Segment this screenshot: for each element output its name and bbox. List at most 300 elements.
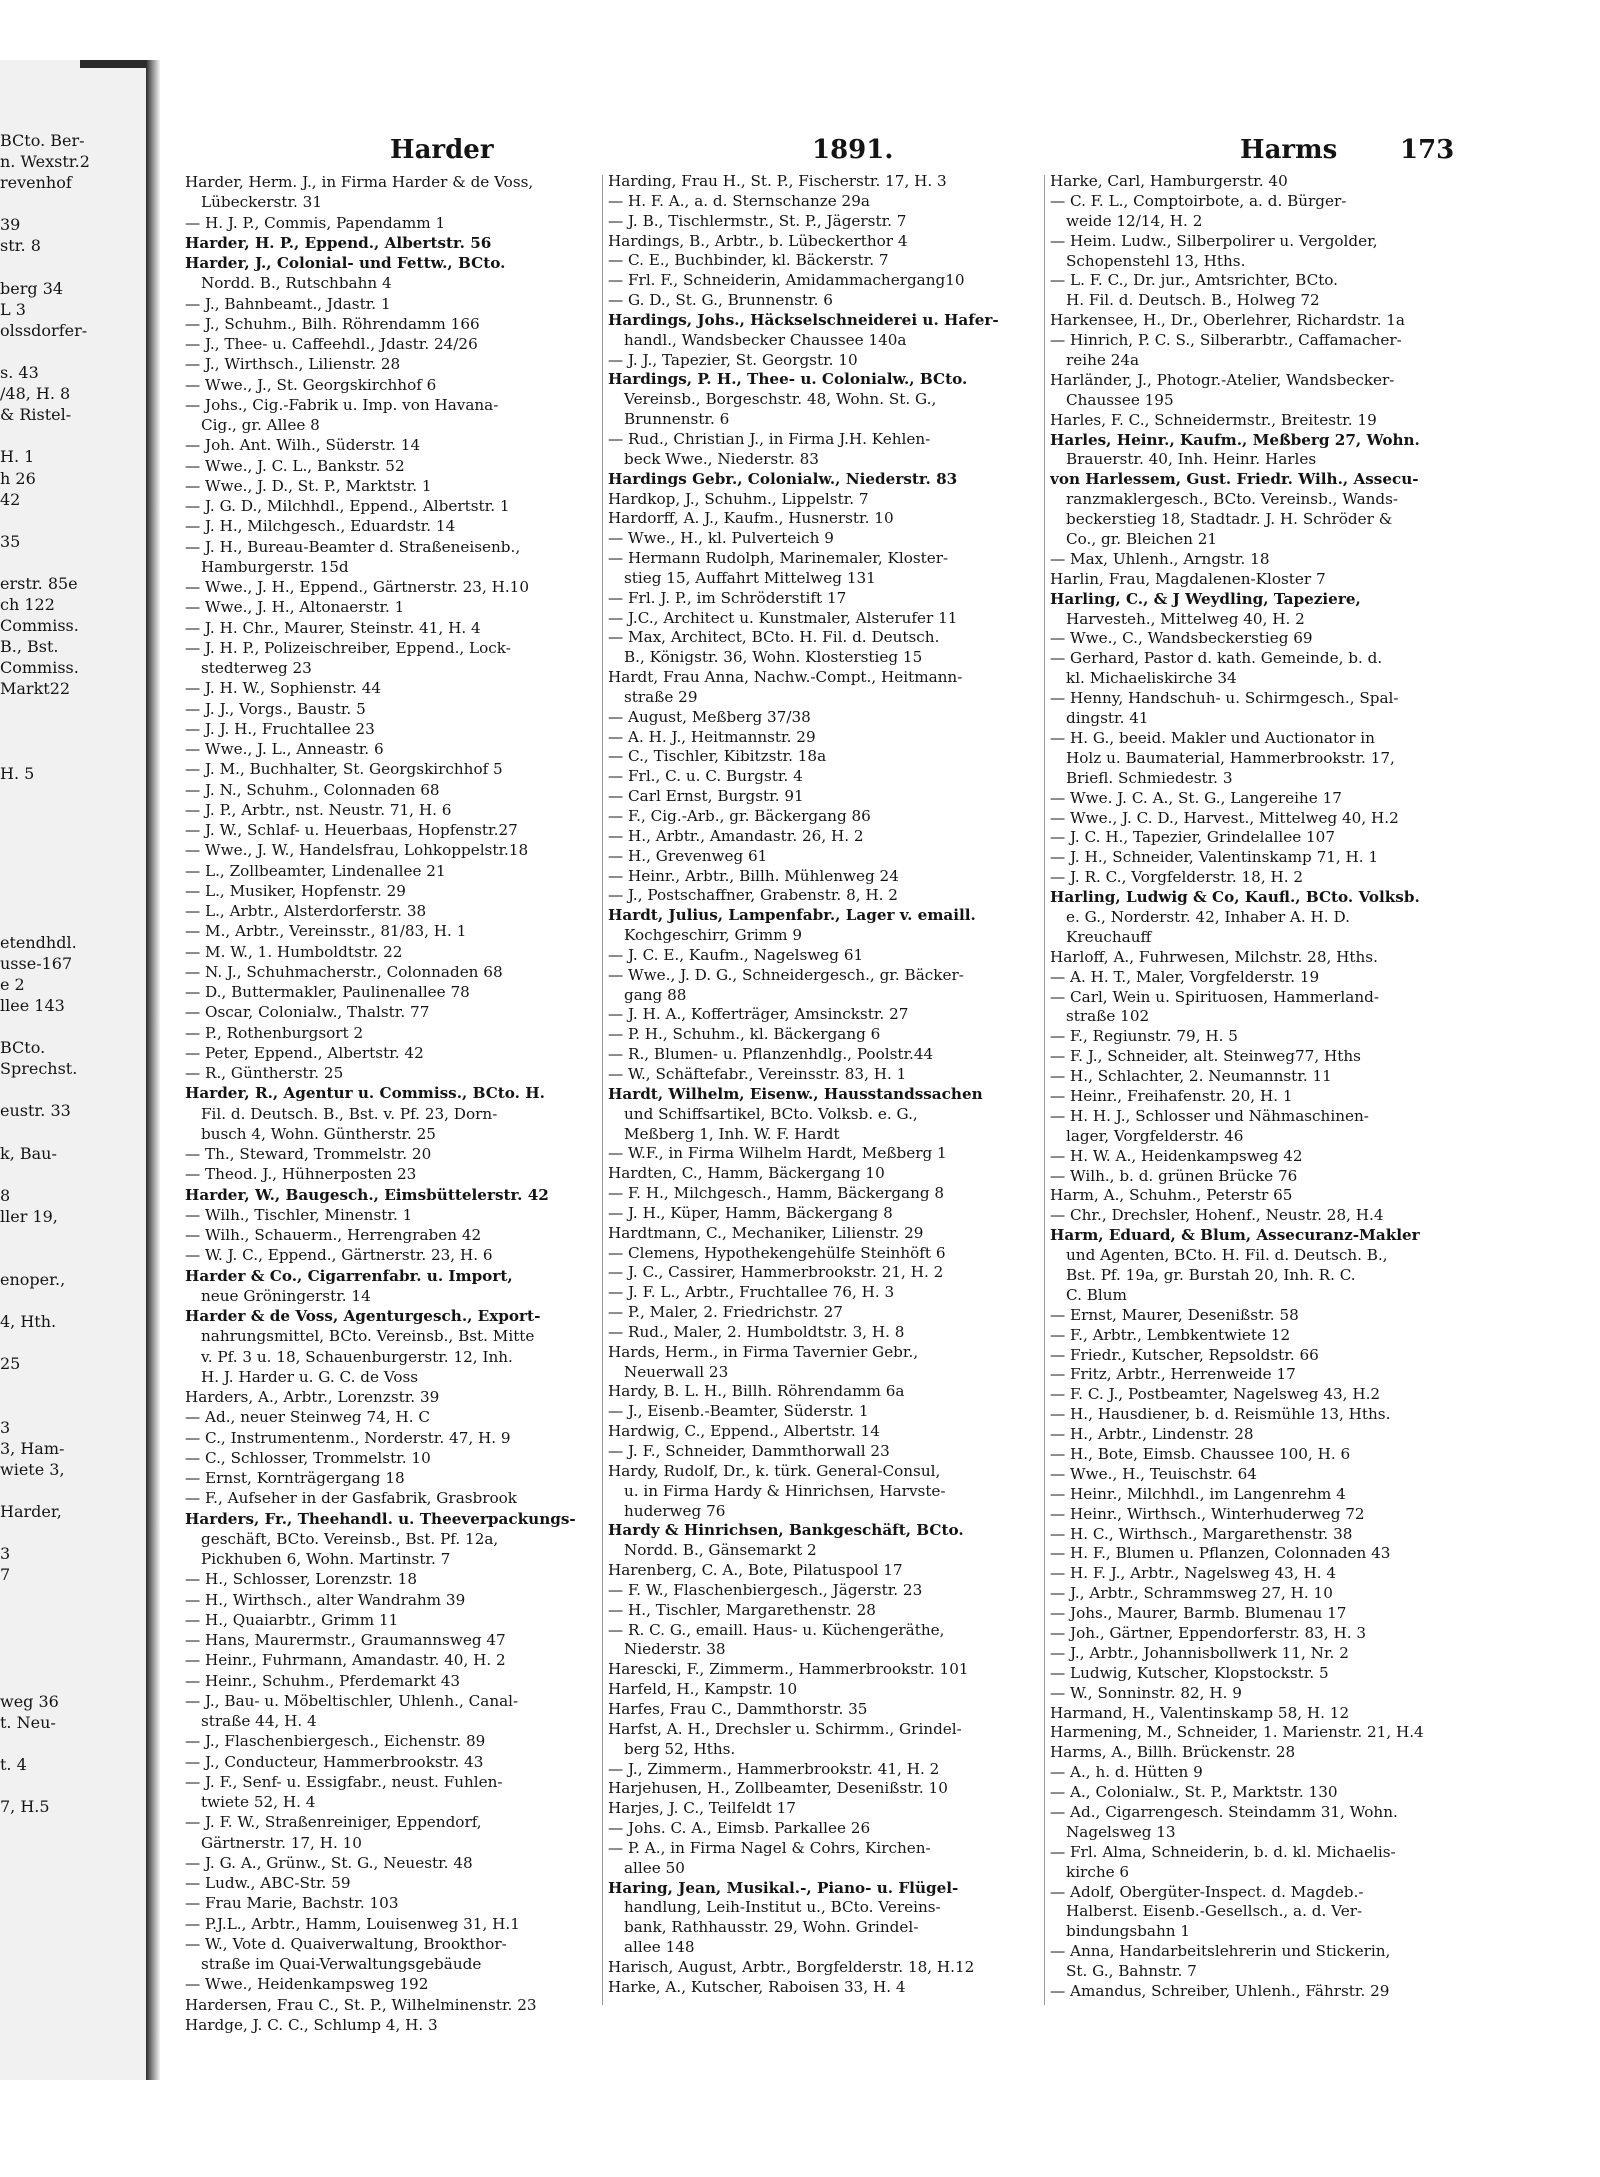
prev-fragment: [0, 193, 146, 214]
directory-entry-line: Harm, Eduard, & Blum, Assecuranz-Makler: [1050, 1226, 1420, 1245]
prev-fragment: [0, 1079, 146, 1100]
prev-fragment: [0, 1332, 146, 1353]
directory-entry-line: Harkensee, H., Dr., Oberlehrer, Richardstr. 1a: [1050, 311, 1405, 330]
directory-entry-line: — W., Vote d. Quaiverwaltung, Brookthor-: [185, 1934, 507, 1953]
directory-entry-line: Brunnenstr. 6: [624, 410, 730, 429]
prev-fragment: [0, 868, 146, 889]
directory-entry-line: Holz u. Baumaterial, Hammerbrookstr. 17,: [1066, 748, 1395, 767]
prev-fragment: [0, 700, 146, 721]
prev-fragment: enoper.,: [0, 1270, 66, 1290]
directory-entry-line: Neuerwall 23: [624, 1362, 729, 1381]
directory-entry-line: — H. F., Blumen u. Pflanzen, Colonnaden 43: [1050, 1544, 1391, 1563]
directory-entry-line: Harder & Co., Cigarrenfabr. u. Import,: [185, 1266, 513, 1285]
directory-entry-line: — H., Wirthsch., alter Wandrahm 39: [185, 1590, 466, 1609]
prev-fragment: t. Neu-: [0, 1713, 56, 1733]
directory-entry-line: Harvesteh., Mittelweg 40, H. 2: [1066, 609, 1305, 628]
prev-fragment: 3, Ham-: [0, 1438, 65, 1458]
directory-entry-line: straße 102: [1066, 1007, 1150, 1026]
directory-entry-line: Chaussee 195: [1066, 390, 1174, 409]
directory-entry-line: — H., Schlosser, Lorenzstr. 18: [185, 1570, 417, 1589]
prev-fragment: [0, 1480, 146, 1501]
prev-fragment: BCto. Ber-: [0, 131, 85, 150]
book-gutter-shadow: [146, 60, 160, 2080]
directory-entry-line: Harling, Ludwig & Co, Kaufl., BCto. Volksb.: [1050, 888, 1420, 907]
directory-entry-line: Harder, H. P., Eppend., Albertstr. 56: [185, 233, 492, 252]
directory-entry-line: — Ad., Cigarrengesch. Steindamm 31, Wohn.: [1050, 1803, 1398, 1822]
directory-entry-line: — H. G., beeid. Makler und Auctionator in: [1050, 728, 1375, 747]
directory-entry-line: — J., Arbtr., Johannisbollwerk 11, Nr. 2: [1050, 1643, 1349, 1662]
prev-fragment: B., Bst.: [0, 637, 59, 657]
directory-entry-line: — C., Instrumentenm., Norderstr. 47, H. 9: [185, 1428, 511, 1447]
directory-entry-line: — J. H. W., Sophienstr. 44: [185, 679, 382, 698]
directory-entry-line: — C. E., Buchbinder, kl. Bäckerstr. 7: [608, 251, 889, 270]
directory-entry-line: busch 4, Wohn. Güntherstr. 25: [201, 1124, 436, 1143]
prev-fragment: [0, 1775, 146, 1796]
prev-fragment: [0, 1628, 146, 1649]
directory-entry-line: Harles, Heinr., Kaufm., Meßberg 27, Wohn.: [1050, 430, 1420, 449]
directory-entry-line: — F. C. J., Postbeamter, Nagelsweg 43, H.2: [1050, 1385, 1381, 1404]
directory-entry-line: — H., Hausdiener, b. d. Reismühle 13, Hths.: [1050, 1405, 1391, 1424]
directory-entry-line: stieg 15, Auffahrt Mittelweg 131: [624, 568, 876, 587]
directory-entry-line: — Wilh., b. d. grünen Brücke 76: [1050, 1166, 1298, 1185]
prev-fragment: [0, 1670, 146, 1691]
directory-entry-line: — J. J. H., Fruchtallee 23: [185, 719, 375, 738]
directory-entry-line: — R. C. G., emaill. Haus- u. Küchengeräthe,: [608, 1620, 945, 1639]
directory-entry-line: — Carl, Wein u. Spirituosen, Hammerland-: [1050, 987, 1379, 1006]
directory-entry-line: Harlin, Frau, Magdalenen-Kloster 7: [1050, 569, 1326, 588]
directory-entry-line: Harder, Herm. J., in Firma Harder & de Voss,: [185, 173, 534, 191]
prev-fragment: [0, 1016, 146, 1037]
directory-entry-line: Hards, Herm., in Firma Tavernier Gebr.,: [608, 1342, 919, 1361]
prev-fragment: e 2: [0, 974, 25, 994]
prev-fragment: usse-167: [0, 953, 73, 973]
directory-entry-line: — R., Güntherstr. 25: [185, 1064, 344, 1082]
directory-entry-line: — Heim. Ludw., Silberpolirer u. Vergolder,: [1050, 231, 1378, 250]
directory-entry-line: — Wwe., J. C. D., Harvest., Mittelweg 40, H.2: [1050, 808, 1399, 827]
prev-fragment: [0, 257, 146, 278]
running-head-year: 1891.: [812, 135, 894, 165]
directory-entry-line: beckerstieg 18, Stadtadr. J. H. Schröder &: [1066, 510, 1393, 529]
directory-entry-line: Hardy, Rudolf, Dr., k. türk. General-Consul,: [608, 1461, 941, 1480]
directory-entry-line: Co., gr. Bleichen 21: [1066, 530, 1218, 549]
directory-entry-line: — Chr., Drechsler, Hohenf., Neustr. 28, H.4: [1050, 1206, 1384, 1225]
directory-entry-line: ranzmaklergesch., BCto. Vereinsb., Wands-: [1066, 490, 1399, 509]
directory-entry-line: — Wwe., J. D. G., Schneidergesch., gr. Bäcker-: [608, 965, 964, 984]
prev-fragment: berg 34: [0, 278, 64, 298]
directory-entry-line: — H., Arbtr., Lindenstr. 28: [1050, 1425, 1254, 1444]
directory-entry-line: — M., Arbtr., Vereinsstr., 81/83, H. 1: [185, 922, 467, 941]
directory-entry-line: Hardings, B., Arbtr., b. Lübeckerthor 4: [608, 231, 908, 250]
prev-fragment: Harder,: [0, 1502, 62, 1522]
directory-entry-line: — F., Aufseher in der Gasfabrik, Grasbrook: [185, 1489, 518, 1508]
directory-entry-line: kl. Michaeliskirche 34: [1066, 669, 1237, 688]
directory-entry-line: Hamburgerstr. 15d: [201, 557, 349, 576]
directory-entry-line: Hardt, Frau Anna, Nachw.-Compt., Heitmann-: [608, 668, 963, 687]
directory-entry-line: Harfes, Frau C., Dammthorstr. 35: [608, 1699, 868, 1718]
prev-fragment: [0, 721, 146, 742]
prev-fragment: Commiss.: [0, 658, 79, 678]
prev-fragment: [0, 1585, 146, 1606]
directory-entry-line: — F. H., Milchgesch., Hamm, Bäckergang 8: [608, 1184, 945, 1203]
directory-entry-line: v. Pf. 3 u. 18, Schauenburgerstr. 12, Inh.: [201, 1347, 513, 1366]
directory-entry-line: — C., Schlosser, Trommelstr. 10: [185, 1448, 431, 1467]
directory-entry-line: — J., Flaschenbiergesch., Eichenstr. 89: [185, 1732, 486, 1751]
directory-entry-line: — W.F., in Firma Wilhelm Hardt, Meßberg 1: [608, 1144, 947, 1163]
directory-entry-line: — Hans, Maurermstr., Graumannsweg 47: [185, 1631, 506, 1649]
running-head-right: Harms: [1240, 135, 1338, 165]
directory-entry-line: von Harlessem, Gust. Friedr. Wilh., Assecu-: [1050, 470, 1419, 489]
directory-entry-line: Brauerstr. 40, Inh. Heinr. Harles: [1066, 450, 1317, 469]
prev-fragment: H. 5: [0, 763, 35, 783]
directory-entry-line: — L., Zollbeamter, Lindenallee 21: [185, 861, 446, 880]
prev-fragment: s. 43: [0, 363, 39, 383]
directory-entry-line: — J. H., Schneider, Valentinskamp 71, H. 1: [1050, 848, 1379, 867]
directory-entry-line: H. J. Harder u. G. C. de Voss: [201, 1367, 419, 1386]
prev-fragment: k, Bau-: [0, 1143, 57, 1163]
directory-entry-line: Hardt, Wilhelm, Eisenw., Hausstandssachen: [608, 1084, 983, 1103]
directory-entry-line: — J., Eisenb.-Beamter, Süderstr. 1: [608, 1402, 869, 1421]
directory-entry-line: Hardtmann, C., Mechaniker, Lilienstr. 29: [608, 1223, 924, 1242]
directory-entry-line: — Max, Uhlenh., Arngstr. 18: [1050, 549, 1270, 568]
directory-entry-line: weide 12/14, H. 2: [1066, 211, 1203, 230]
directory-entry-line: — Heinr., Fuhrmann, Amandastr. 40, H. 2: [185, 1651, 506, 1670]
directory-entry-line: — F. J., Schneider, alt. Steinweg77, Hths: [1050, 1047, 1361, 1066]
directory-entry-line: — Joh. Ant. Wilh., Süderstr. 14: [185, 436, 421, 455]
directory-entry-line: Hardy & Hinrichsen, Bankgeschäft, BCto.: [608, 1521, 964, 1540]
prev-fragment: [0, 1649, 146, 1670]
directory-entry-line: berg 52, Hths.: [624, 1739, 736, 1758]
directory-entry-line: Harder, W., Baugesch., Eimsbüttelerstr. 42: [185, 1185, 549, 1204]
prev-fragment: /48, H. 8: [0, 384, 71, 404]
directory-entry-line: — Heinr., Schuhm., Pferdemarkt 43: [185, 1671, 461, 1690]
directory-entry-line: twiete 52, H. 4: [201, 1793, 316, 1811]
directory-entry-line: Harescki, F., Zimmerm., Hammerbrookstr. 101: [608, 1660, 969, 1679]
directory-entry-line: — Clemens, Hypothekengehülfe Steinhöft 6: [608, 1243, 946, 1262]
directory-column-1: [185, 172, 603, 2035]
directory-entry-line: — Ernst, Kornträgergang 18: [185, 1469, 405, 1487]
prev-fragment: [0, 1375, 146, 1396]
directory-entry-line: Nagelsweg 13: [1066, 1822, 1176, 1841]
directory-entry-line: — Ludwig, Kutscher, Klopstockstr. 5: [1050, 1663, 1329, 1682]
prev-fragment: 7, H.5: [0, 1797, 50, 1817]
directory-entry-line: straße 44, H. 4: [201, 1712, 317, 1730]
directory-entry-line: — Frl. F., Schneiderin, Amidammachergang10: [608, 271, 965, 290]
directory-entry-line: — W., Schäftefabr., Vereinsstr. 83, H. 1: [608, 1064, 907, 1083]
directory-entry-line: Harke, Carl, Hamburgerstr. 40: [1050, 172, 1288, 190]
directory-entry-line: St. G., Bahnstr. 7: [1066, 1962, 1197, 1981]
directory-entry-line: Harenberg, C. A., Bote, Pilatuspool 17: [608, 1561, 903, 1580]
directory-entry-line: — L. F. C., Dr. jur., Amtsrichter, BCto.: [1050, 271, 1339, 290]
prev-fragment: llee 143: [0, 995, 65, 1015]
directory-entry-line: — C. F. L., Comptoirbote, a. d. Bürger-: [1050, 191, 1347, 210]
prev-fragment: [0, 1290, 146, 1311]
directory-entry-line: H. Fil. d. Deutsch. B., Holweg 72: [1066, 291, 1320, 310]
directory-entry-line: Harmening, M., Schneider, 1. Marienstr. 21, H.4: [1050, 1723, 1424, 1742]
directory-entry-line: — J. P., Arbtr., nst. Neustr. 71, H. 6: [185, 800, 452, 819]
directory-entry-line: — J. H., Küper, Hamm, Bäckergang 8: [608, 1203, 893, 1222]
directory-entry-line: Lübeckerstr. 31: [201, 193, 323, 212]
directory-entry-line: — Ludw., ABC-Str. 59: [185, 1874, 351, 1892]
directory-entry-line: — M. W., 1. Humboldtstr. 22: [185, 942, 403, 961]
directory-entry-line: — Wilh., Schauerm., Herrengraben 42: [185, 1226, 482, 1244]
directory-entry-line: — August, Meßberg 37/38: [608, 707, 811, 726]
running-head-left: Harder: [390, 135, 494, 165]
prev-fragment: [0, 910, 146, 931]
directory-entry-line: — J., Zimmerm., Hammerbrookstr. 41, H. 2: [608, 1759, 940, 1778]
directory-entry-line: — P. H., Schuhm., kl. Bäckergang 6: [608, 1025, 881, 1044]
directory-entry-line: bindungsbahn 1: [1066, 1922, 1190, 1941]
prev-fragment: weg 36: [0, 1691, 59, 1711]
directory-column-2: [608, 172, 1038, 1998]
prev-fragment: olssdorfer-: [0, 320, 88, 340]
prev-fragment: 7: [0, 1565, 11, 1585]
directory-entry-line: huderweg 76: [624, 1501, 726, 1520]
directory-entry-line: — J., Conducteur, Hammerbrookstr. 43: [185, 1752, 484, 1771]
directory-entry-line: — Frl. J. P., im Schröderstift 17: [608, 588, 847, 607]
prev-fragment: BCto.: [0, 1038, 46, 1058]
directory-entry-line: — A., h. d. Hütten 9: [1050, 1763, 1203, 1782]
directory-entry-line: Harländer, J., Photogr.-Atelier, Wandsbecker-: [1050, 370, 1395, 389]
directory-entry-line: — Frl. Alma, Schneiderin, b. d. kl. Michaelis-: [1050, 1842, 1396, 1861]
prev-fragment: etendhdl.: [0, 932, 77, 952]
directory-entry-line: — Adolf, Obergüter-Inspect. d. Magdeb.-: [1050, 1882, 1364, 1901]
directory-entry-line: — Th., Steward, Trommelstr. 20: [185, 1145, 432, 1163]
directory-entry-line: — J., Bau- u. Möbeltischler, Uhlenh., Canal-: [185, 1691, 519, 1710]
directory-entry-line: nahrungsmittel, BCto. Vereinsb., Bst. Mitte: [201, 1327, 535, 1346]
directory-entry-line: — C., Tischler, Kibitzstr. 18a: [608, 747, 827, 766]
directory-entry-line: — Carl Ernst, Burgstr. 91: [608, 787, 804, 806]
directory-entry-line: Hardings, Johs., Häckselschneiderei u. Hafer-: [608, 310, 999, 329]
directory-entry-line: — Anna, Handarbeitslehrerin und Stickerin,: [1050, 1942, 1391, 1961]
directory-entry-line: — J. H. A., Kofferträger, Amsinckstr. 27: [608, 1005, 909, 1024]
directory-entry-line: — J. F. L., Arbtr., Fruchtallee 76, H. 3: [608, 1283, 895, 1302]
directory-entry-line: — J. F., Schneider, Dammthorwall 23: [608, 1442, 890, 1460]
column-rule-2: [1044, 175, 1045, 2005]
directory-entry-line: Harles, F. C., Schneidermstr., Breitestr. 19: [1050, 410, 1377, 429]
prev-fragment: 4, Hth.: [0, 1312, 57, 1332]
directory-entry-line: — J. H., Bureau-Beamter d. Straßeneisenb.,: [185, 537, 521, 556]
directory-column-3: [1050, 172, 1490, 2002]
directory-entry-line: — Heinr., Arbtr., Billh. Mühlenweg 24: [608, 866, 899, 885]
directory-entry-line: lager, Vorgfelderstr. 46: [1066, 1126, 1244, 1145]
directory-entry-line: — H. F. J., Arbtr., Nagelsweg 43, H. 4: [1050, 1564, 1337, 1583]
directory-entry-line: allee 50: [624, 1858, 685, 1877]
prev-fragment: 8: [0, 1185, 11, 1205]
directory-entry-line: — J. W., Schlaf- u. Heuerbaas, Hopfenstr.27: [185, 821, 518, 839]
directory-entry-line: — H., Bote, Eimsb. Chaussee 100, H. 6: [1050, 1445, 1351, 1463]
directory-entry-line: — Joh., Gärtner, Eppendorferstr. 83, H. 3: [1050, 1624, 1367, 1643]
directory-entry-line: neue Gröningerstr. 14: [201, 1286, 371, 1305]
directory-entry-line: Halberst. Eisenb.-Gesellsch., a. d. Ver-: [1066, 1902, 1363, 1921]
directory-entry-line: u. in Firma Hardy & Hinrichsen, Harvste-: [624, 1481, 946, 1500]
directory-entry-line: kirche 6: [1066, 1862, 1130, 1881]
directory-entry-line: — H., Quaiarbtr., Grimm 11: [185, 1610, 399, 1629]
directory-entry-line: — J., Postschaffner, Grabenstr. 8, H. 2: [608, 886, 898, 905]
directory-entry-line: — Johs., Cig.-Fabrik u. Imp. von Havana-: [185, 395, 499, 414]
directory-entry-line: — Wwe. J. C. A., St. G., Langereihe 17: [1050, 788, 1342, 807]
directory-entry-line: Bst. Pf. 19a, gr. Burstah 20, Inh. R. C.: [1066, 1265, 1356, 1284]
directory-entry-line: — P., Rothenburgsort 2: [185, 1023, 364, 1042]
prev-fragment: 3: [0, 1544, 11, 1564]
directory-entry-line: — Theod. J., Hühnerposten 23: [185, 1165, 417, 1184]
directory-entry-line: — H. W. A., Heidenkampsweg 42: [1050, 1146, 1303, 1165]
prev-fragment: [0, 1164, 146, 1185]
directory-entry-line: — Hermann Rudolph, Marinemaler, Kloster-: [608, 549, 949, 568]
directory-entry-line: handlung, Leih-Institut u., BCto. Vereins-: [624, 1898, 941, 1917]
prev-fragment: t. 4: [0, 1755, 27, 1775]
directory-entry-line: — J. N., Schuhm., Colonnaden 68: [185, 780, 440, 799]
directory-entry-line: — Henny, Handschuh- u. Schirmgesch., Spal-: [1050, 689, 1399, 708]
directory-entry-line: — F., Cig.-Arb., gr. Bäckergang 86: [608, 807, 871, 825]
directory-entry-line: Fil. d. Deutsch. B., Bst. v. Pf. 23, Dorn-: [201, 1104, 498, 1123]
directory-entry-line: — Amandus, Schreiber, Uhlenh., Fährstr. 29: [1050, 1982, 1390, 2001]
directory-entry-line: — H. C., Wirthsch., Margarethenstr. 38: [1050, 1524, 1353, 1543]
directory-entry-line: — J., Bahnbeamt., Jdastr. 1: [185, 294, 391, 313]
directory-entry-line: stedterweg 23: [201, 659, 312, 677]
directory-entry-line: — Wwe., J. W., Handelsfrau, Lohkoppelstr.18: [185, 841, 529, 860]
directory-entry-line: — Max, Architect, BCto. H. Fil. d. Deutsch.: [608, 628, 940, 647]
directory-entry-line: Hardge, J. C. C., Schlump 4, H. 3: [185, 2015, 438, 2034]
directory-entry-line: Hardten, C., Hamm, Bäckergang 10: [608, 1164, 885, 1183]
directory-entry-line: — L., Musiker, Hopfenstr. 29: [185, 881, 406, 900]
directory-entry-line: Harjehusen, H., Zollbeamter, Desenißstr. 10: [608, 1779, 948, 1798]
directory-entry-line: — Johs., Maurer, Barmb. Blumenau 17: [1050, 1604, 1347, 1623]
prev-fragment: [0, 1607, 146, 1628]
directory-entry-line: Hardkop, J., Schuhm., Lippelstr. 7: [608, 489, 869, 508]
directory-entry-line: Niederstr. 38: [624, 1640, 726, 1659]
directory-entry-line: — Wwe., J. L., Anneastr. 6: [185, 740, 384, 758]
directory-entry-line: — H., Arbtr., Amandastr. 26, H. 2: [608, 826, 864, 845]
directory-entry-line: Haring, Jean, Musikal.-, Piano- u. Flügel-: [608, 1878, 959, 1897]
directory-entry-line: Vereinsb., Borgeschstr. 48, Wohn. St. G.,: [624, 390, 937, 409]
directory-entry-line: reihe 24a: [1066, 351, 1140, 370]
directory-entry-line: — G. D., St. G., Brunnenstr. 6: [608, 291, 833, 310]
directory-entry-line: — J. F., Senf- u. Essigfabr., neust. Fuhlen-: [185, 1772, 503, 1791]
prev-fragment: 3: [0, 1417, 11, 1437]
directory-entry-line: Nordd. B., Gänsemarkt 2: [624, 1541, 817, 1560]
directory-entry-line: Hardorff, A. J., Kaufm., Husnerstr. 10: [608, 509, 894, 528]
directory-entry-line: Harmand, H., Valentinskamp 58, H. 12: [1050, 1703, 1350, 1722]
prev-fragment: [0, 1227, 146, 1248]
directory-entry-line: — J. G. A., Grünw., St. G., Neuestr. 48: [185, 1853, 473, 1872]
directory-entry-line: — Rud., Maler, 2. Humboldtstr. 3, H. 8: [608, 1322, 905, 1341]
directory-entry-line: — A. H. T., Maler, Vorgfelderstr. 19: [1050, 967, 1320, 986]
prev-fragment: [0, 425, 146, 446]
prev-fragment: [0, 847, 146, 868]
directory-entry-line: B., Königstr. 36, Wohn. Klosterstieg 15: [624, 648, 923, 667]
directory-entry-line: Harders, Fr., Theehandl. u. Theeverpackungs-: [185, 1509, 576, 1528]
directory-entry-line: Harm, A., Schuhm., Peterstr 65: [1050, 1186, 1293, 1205]
prev-fragment: [0, 826, 146, 847]
directory-entry-line: — A. H. J., Heitmannstr. 29: [608, 727, 816, 746]
directory-entry-line: dingstr. 41: [1066, 709, 1149, 728]
directory-entry-line: — Oscar, Colonialw., Thalstr. 77: [185, 1003, 430, 1022]
directory-entry-line: Kochgeschirr, Grimm 9: [624, 926, 803, 945]
prev-fragment: & Ristel-: [0, 405, 72, 425]
directory-entry-line: Pickhuben 6, Wohn. Martinstr. 7: [201, 1550, 451, 1568]
prev-fragment: Markt22: [0, 679, 71, 699]
directory-entry-line: — P., Maler, 2. Friedrichstr. 27: [608, 1303, 843, 1322]
prev-fragment: eustr. 33: [0, 1101, 71, 1121]
directory-entry-line: — J. H., Milchgesch., Eduardstr. 14: [185, 517, 456, 536]
prev-fragment: Commiss.: [0, 616, 79, 636]
directory-entry-line: — J. B., Tischlermstr., St. P., Jägerstr. 7: [608, 211, 907, 230]
prev-fragment: [0, 742, 146, 763]
directory-entry-line: und Agenten, BCto. H. Fil. d. Deutsch. B.,: [1066, 1246, 1388, 1265]
prev-fragment: [0, 784, 146, 805]
directory-entry-line: Kreuchauff: [1066, 927, 1152, 946]
directory-entry-line: — Wwe., J. C. L., Bankstr. 52: [185, 456, 405, 475]
directory-entry-line: Nordd. B., Rutschbahn 4: [201, 274, 392, 293]
directory-entry-line: Harms, A., Billh. Brückenstr. 28: [1050, 1743, 1296, 1762]
directory-entry-line: — R., Blumen- u. Pflanzenhdlg., Poolstr.44: [608, 1045, 934, 1064]
directory-entry-line: — Wwe., C., Wandsbeckerstieg 69: [1050, 629, 1313, 648]
directory-entry-line: Schopenstehl 13, Hths.: [1066, 251, 1246, 270]
directory-entry-line: Hardings, P. H., Thee- u. Colonialw., BCto.: [608, 370, 968, 389]
directory-entry-line: — J. R. C., Vorgfelderstr. 18, H. 2: [1050, 868, 1304, 887]
directory-entry-line: Harke, A., Kutscher, Raboisen 33, H. 4: [608, 1977, 906, 1996]
directory-entry-line: Cig., gr. Allee 8: [201, 416, 320, 434]
directory-entry-line: C. Blum: [1066, 1285, 1127, 1304]
directory-entry-line: — F., Regiunstr. 79, H. 5: [1050, 1027, 1238, 1046]
prev-fragment: [0, 1522, 146, 1543]
directory-entry-line: — Wwe., J. D., St. P., Marktstr. 1: [185, 476, 432, 495]
directory-entry-line: — Heinr., Wirthsch., Winterhuderweg 72: [1050, 1504, 1365, 1523]
directory-entry-line: straße 29: [624, 687, 698, 706]
prev-fragment: wiete 3,: [0, 1459, 65, 1479]
prev-fragment: 35: [0, 531, 21, 551]
directory-entry-line: — Wwe., H., kl. Pulverteich 9: [608, 529, 834, 548]
directory-entry-line: — D., Buttermakler, Paulinenallee 78: [185, 983, 470, 1001]
directory-entry-line: — Friedr., Kutscher, Repsoldstr. 66: [1050, 1345, 1319, 1364]
prev-fragment: [0, 889, 146, 910]
directory-entry-line: Harloff, A., Fuhrwesen, Milchstr. 28, Hths.: [1050, 947, 1378, 966]
directory-entry-line: — Rud., Christian J., in Firma J.H. Kehlen-: [608, 429, 931, 448]
directory-entry-line: — Wwe., J. H., Altonaerstr. 1: [185, 598, 405, 617]
directory-entry-line: gang 88: [624, 985, 687, 1004]
directory-entry-line: — Peter, Eppend., Albertstr. 42: [185, 1043, 424, 1062]
directory-entry-line: Harling, C., & J Weydling, Tapeziere,: [1050, 589, 1361, 608]
prev-fragment: [0, 805, 146, 826]
prev-fragment: H. 1: [0, 447, 35, 467]
directory-entry-line: — Wwe., H., Teuischstr. 64: [1050, 1464, 1257, 1483]
directory-entry-line: Harfeld, H., Kampstr. 10: [608, 1680, 798, 1699]
directory-entry-line: — J. C. H., Tapezier, Grindelallee 107: [1050, 828, 1336, 847]
directory-entry-line: — Gerhard, Pastor d. kath. Gemeinde, b. d.: [1050, 649, 1383, 668]
directory-entry-line: — Johs. C. A., Eimsb. Parkallee 26: [608, 1819, 871, 1838]
directory-entry-line: — H., Tischler, Margarethenstr. 28: [608, 1600, 876, 1619]
directory-entry-line: — Wwe., J. H., Eppend., Gärtnerstr. 23, H.10: [185, 578, 529, 596]
directory-entry-line: — J. J., Tapezier, St. Georgstr. 10: [608, 350, 858, 369]
directory-entry-line: allee 148: [624, 1938, 695, 1957]
directory-entry-line: bank, Rathhausstr. 29, Wohn. Grindel-: [624, 1918, 919, 1937]
directory-entry-line: — F. W., Flaschenbiergesch., Jägerstr. 23: [608, 1580, 923, 1599]
directory-entry-line: — J. C., Cassirer, Hammerbrookstr. 21, H. 2: [608, 1263, 944, 1282]
directory-entry-line: Harisch, August, Arbtr., Borgfelderstr. 18, H.12: [608, 1957, 975, 1976]
directory-entry-line: e. G., Norderstr. 42, Inhaber A. H. D.: [1066, 907, 1350, 926]
prev-fragment: n. Wexstr.2: [0, 152, 90, 172]
prev-fragment: [0, 552, 146, 573]
directory-entry-line: — W. J. C., Eppend., Gärtnerstr. 23, H. 6: [185, 1246, 493, 1265]
directory-entry-line: Briefl. Schmiedestr. 3: [1066, 768, 1233, 787]
directory-entry-line: Harder, J., Colonial- und Fettw., BCto.: [185, 254, 506, 272]
directory-entry-line: — Fritz, Arbtr., Herrenweide 17: [1050, 1365, 1296, 1384]
directory-entry-line: Harders, A., Arbtr., Lorenzstr. 39: [185, 1388, 440, 1406]
directory-entry-line: — J., Wirthsch., Lilienstr. 28: [185, 355, 401, 374]
directory-entry-line: — J. C. E., Kaufm., Nagelsweg 61: [608, 945, 864, 964]
prev-fragment: L 3: [0, 299, 26, 319]
directory-entry-line: — H. J. P., Commis, Papendamm 1: [185, 213, 446, 232]
